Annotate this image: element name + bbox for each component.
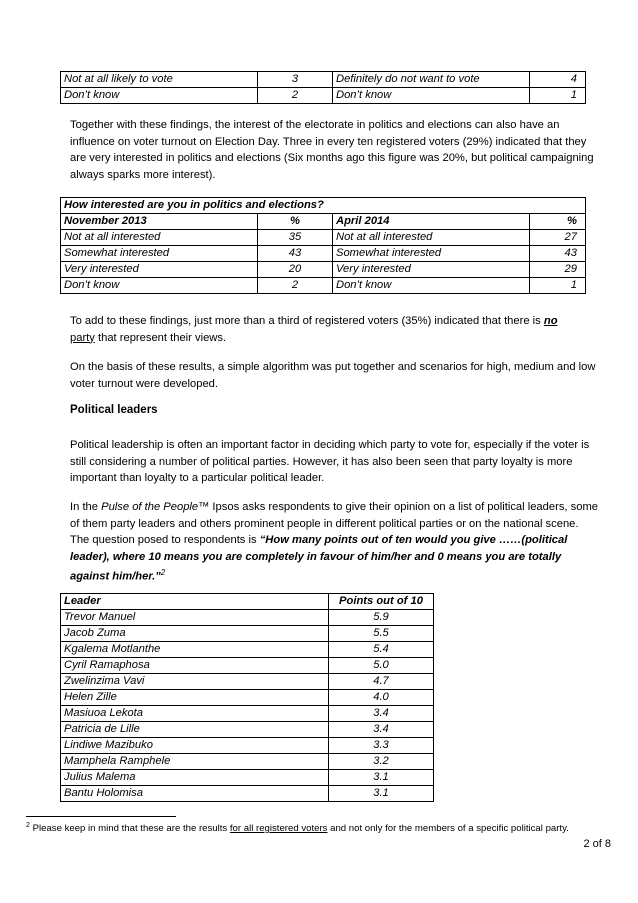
text: that represent their views. <box>94 331 227 344</box>
table-cell: Very interested <box>61 262 258 278</box>
table-row <box>61 230 586 246</box>
table-cell: 20 <box>258 262 333 278</box>
table-cell: Cyril Ramaphosa <box>61 658 329 674</box>
table-header-row <box>61 594 434 610</box>
table-cell: 3.1 <box>329 770 434 786</box>
table-cell: 35 <box>258 230 333 246</box>
underlined-party: party <box>70 331 95 344</box>
table-cell: 5.0 <box>329 658 434 674</box>
table-row <box>61 722 434 738</box>
text: and not only for the members of a specific political party. <box>327 823 569 835</box>
table-cell: 2 <box>258 88 333 104</box>
table-cell: Don’t know <box>333 278 530 294</box>
table-cell: Don’t know <box>333 88 530 104</box>
table-cell: 3.3 <box>329 738 434 754</box>
column-header: April 2014 <box>333 214 530 230</box>
table-row <box>61 610 434 626</box>
table-cell: 27 <box>530 230 586 246</box>
table-cell: 1 <box>530 88 586 104</box>
text: To add to these findings, just more than a third of registered voters (35%) indicated that there is <box>70 315 544 327</box>
paragraph-interest: Together with these findings, the interest of the electorate in politics and elections can also have an influence on voter turnout on Election Day. Three in every ten registered voters (29%) indicated that they are very interested in politics and elections (Six months ago this figure was 20%, but political campaigning always sparks more interest). <box>70 119 594 181</box>
table-cell: Definitely do not want to vote <box>333 72 530 88</box>
emphasis-no: no <box>543 315 558 327</box>
table-cell: Somewhat interested <box>61 246 258 262</box>
table-cell: Not at all interested <box>61 230 258 246</box>
table-cell: 3.1 <box>329 786 434 802</box>
text: Please keep in mind that these are the results <box>29 823 230 835</box>
turnout-table-end <box>60 71 586 104</box>
table-row <box>61 786 434 802</box>
table-cell: Bantu Holomisa <box>61 786 329 802</box>
footnote <box>26 822 569 834</box>
column-header: Points out of 10 <box>329 594 434 610</box>
table-row <box>61 754 434 770</box>
table-row <box>61 658 434 674</box>
table-cell: Lindiwe Mazibuko <box>61 738 329 754</box>
paragraph-no-party <box>70 313 598 346</box>
footnote-divider <box>26 816 176 817</box>
table-row <box>61 674 434 690</box>
table-row <box>61 738 434 754</box>
table-cell: 4.0 <box>329 690 434 706</box>
table-cell: 3.4 <box>329 706 434 722</box>
table-cell: 5.9 <box>329 610 434 626</box>
table-cell: Not at all likely to vote <box>61 72 258 88</box>
table-cell: 1 <box>530 278 586 294</box>
table-row <box>61 262 586 278</box>
table-cell: Mamphela Ramphele <box>61 754 329 770</box>
table-cell: 43 <box>258 246 333 262</box>
table-cell: Patricia de Lille <box>61 722 329 738</box>
table-cell: Julius Malema <box>61 770 329 786</box>
table-cell: 29 <box>530 262 586 278</box>
paragraph-leadership: Political leadership is often an important factor in deciding which party to vote for, especially if the voter is still considering a number of political parties. However, it has also been seen that party loyalty is more important than loyalty to a particular political leader. <box>70 439 590 484</box>
page-number: 2 of 8 <box>583 838 611 850</box>
publication-title: Pulse of the People <box>101 501 199 513</box>
table-cell: Jacob Zuma <box>61 626 329 642</box>
table-title-row <box>61 198 586 214</box>
column-header: November 2013 <box>61 214 258 230</box>
table-header-row <box>61 214 586 230</box>
table-cell: 3.2 <box>329 754 434 770</box>
table-cell: 4 <box>530 72 586 88</box>
text: In the <box>70 501 102 513</box>
table-cell: 5.5 <box>329 626 434 642</box>
table-cell: Don’t know <box>61 88 258 104</box>
column-header: % <box>530 214 586 230</box>
table-row <box>61 706 434 722</box>
table-cell: Don’t know <box>61 278 258 294</box>
table-row <box>61 88 586 104</box>
footnote-number: 2 <box>26 822 30 829</box>
underlined-text: for all registered voters <box>229 823 328 835</box>
column-header: % <box>258 214 333 230</box>
table-row <box>61 690 434 706</box>
column-header: Leader <box>61 594 329 610</box>
paragraph-algorithm: On the basis of these results, a simple algorithm was put together and scenarios for high, medium and low voter turnout were developed. <box>70 361 596 390</box>
table-cell: 3.4 <box>329 722 434 738</box>
table-row <box>61 246 586 262</box>
table-cell: Kgalema Motlanthe <box>61 642 329 658</box>
footnote-ref: 2 <box>160 568 166 577</box>
table-title: How interested are you in politics and elections? <box>61 198 586 214</box>
table-cell: Very interested <box>333 262 530 278</box>
table-cell: 2 <box>258 278 333 294</box>
table-cell: 3 <box>258 72 333 88</box>
table-row <box>61 770 434 786</box>
leaders-table <box>60 593 434 802</box>
table-row <box>61 72 586 88</box>
table-cell: Zwelinzima Vavi <box>61 674 329 690</box>
table-row <box>61 642 434 658</box>
question-quote: “How many points out of ten would you give ……(political leader), where 10 means you are completely in favour of him/her and 0 means you are totally against him/her.” <box>70 534 568 583</box>
table-cell: Somewhat interested <box>333 246 530 262</box>
table-row <box>61 278 586 294</box>
text: ™ Ipsos asks respondents to give their opinion on a list of political leaders, some of them party leaders and others prominent people in different political parties or on the national scene. The question posed to respondents is <box>70 501 598 546</box>
table-cell: Masiuoa Lekota <box>61 706 329 722</box>
table-cell: Not at all interested <box>333 230 530 246</box>
table-cell: 43 <box>530 246 586 262</box>
section-heading: Political leaders <box>70 404 158 416</box>
table-row <box>61 626 434 642</box>
table-cell: Trevor Manuel <box>61 610 329 626</box>
table-cell: Helen Zille <box>61 690 329 706</box>
table-cell: 5.4 <box>329 642 434 658</box>
interest-table <box>60 197 586 294</box>
table-cell: 4.7 <box>329 674 434 690</box>
paragraph-pulse <box>70 499 598 585</box>
